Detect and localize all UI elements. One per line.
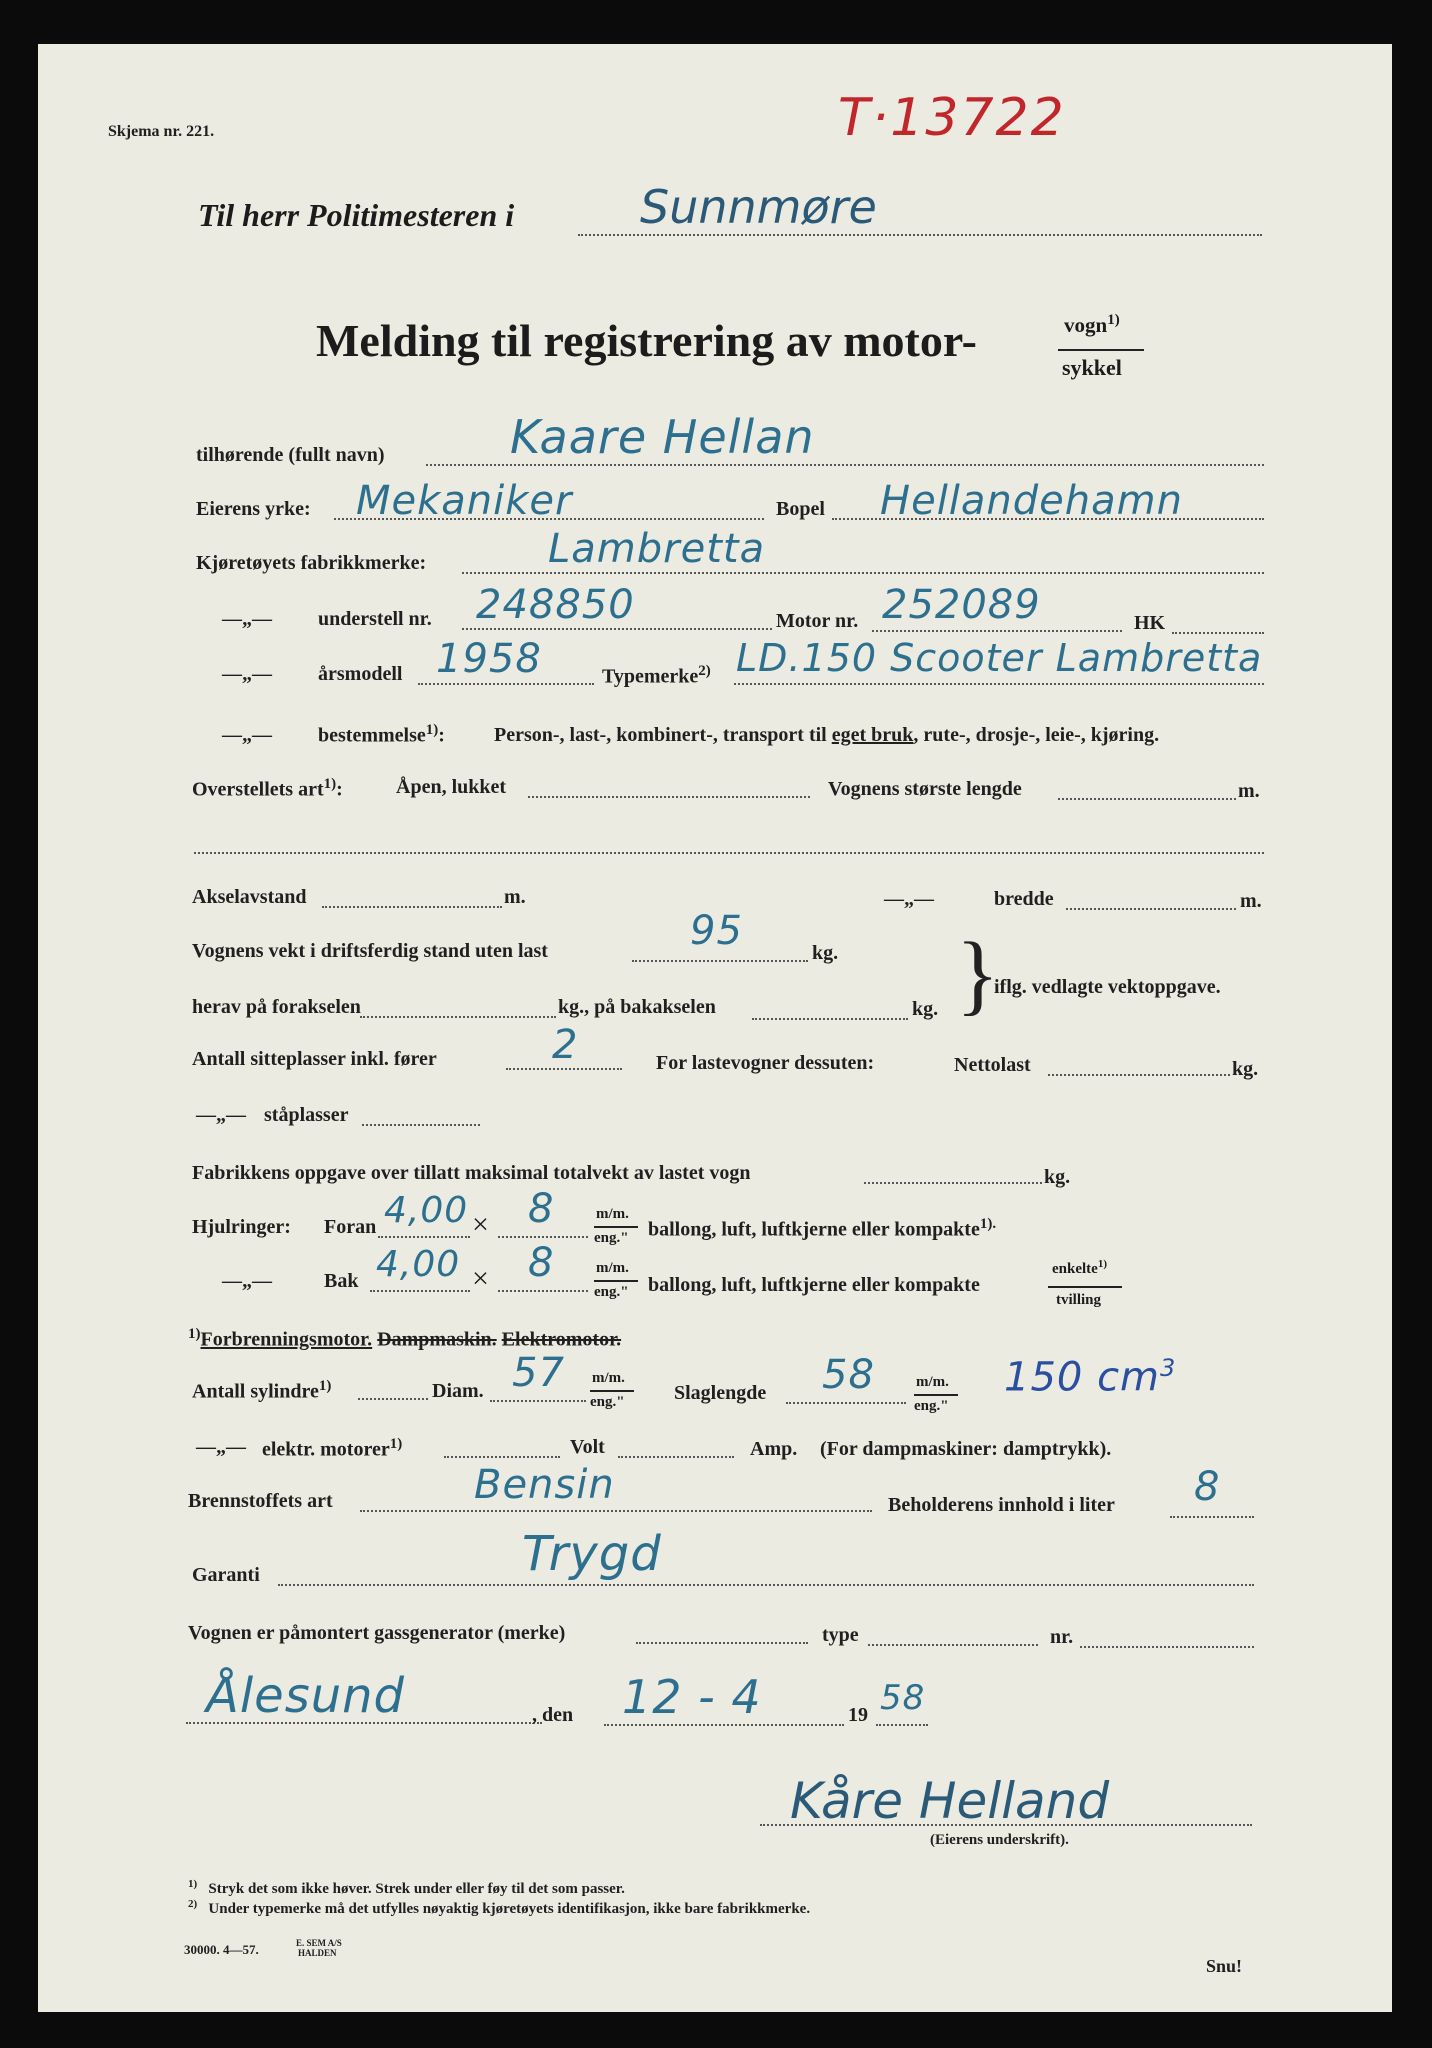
engine-types xyxy=(188,1326,621,1352)
standing-ditto: —„— xyxy=(196,1104,246,1126)
diam-unit-line xyxy=(590,1390,634,1392)
purpose-text-before: Person-, last-, kombinert-, transport til xyxy=(494,724,827,746)
year-suffix: 58 xyxy=(880,1678,926,1718)
stroke-unit-mm: m/m. xyxy=(916,1374,949,1390)
rear-tire-text: ballong, luft, luftkjerne eller kompakte xyxy=(648,1274,980,1296)
model-year-value: 1958 xyxy=(436,636,542,682)
model-year-field[interactable] xyxy=(418,683,594,685)
stamp-number: T·13722 xyxy=(838,88,1066,148)
addressee-value: Sunnmøre xyxy=(640,180,877,234)
elmotor-label xyxy=(262,1436,402,1462)
footnote-2 xyxy=(188,1898,810,1918)
gas-type-label: type xyxy=(822,1624,859,1646)
rear-single xyxy=(1052,1258,1107,1278)
rear-single-twin-line xyxy=(1048,1286,1122,1288)
date-field[interactable] xyxy=(604,1724,844,1726)
elmotor-field[interactable] xyxy=(444,1456,560,1458)
footnote-1-text: Stryk det som ikke høver. Strek under eller føy til det som passer. xyxy=(208,1881,625,1897)
diam-field[interactable] xyxy=(490,1400,586,1402)
printer-city: HALDEN xyxy=(298,1948,337,1958)
wheels-front-label: Foran xyxy=(324,1216,377,1238)
purpose-ditto: —„— xyxy=(222,724,272,746)
diam-unit-eng: eng." xyxy=(590,1394,625,1410)
chassis-field[interactable] xyxy=(462,628,772,630)
netload-field[interactable] xyxy=(1048,1074,1230,1076)
engine-steam: Dampmaskin. xyxy=(377,1328,497,1351)
netload-label: Nettolast xyxy=(954,1054,1031,1076)
signature-label: (Eierens underskrift). xyxy=(930,1832,1069,1848)
amp-label: Amp. xyxy=(750,1438,798,1460)
front-axle-field[interactable] xyxy=(360,1016,556,1018)
cyl-label-sup: 1) xyxy=(318,1378,332,1394)
diam-unit-mm: m/m. xyxy=(592,1370,625,1386)
weight-field[interactable] xyxy=(632,960,808,962)
purpose-text-after: , rute-, drosje-, leie-, kjøring. xyxy=(913,724,1160,746)
tank-value: 8 xyxy=(1194,1464,1221,1510)
date-value: 12 - 4 xyxy=(622,1670,762,1724)
type-value: LD.150 Scooter Lambretta xyxy=(736,636,1263,680)
form-title: Melding til registrering av motor- xyxy=(316,315,977,366)
rear-unit-line xyxy=(594,1280,638,1282)
rear-axle-field[interactable] xyxy=(752,1018,908,1020)
body-label-sup: 1) xyxy=(323,776,337,792)
place-value: Ålesund xyxy=(206,1668,406,1724)
diam-label: Diam. xyxy=(432,1380,484,1402)
wheels-rear-label: Bak xyxy=(324,1270,359,1292)
front-times: × xyxy=(472,1208,489,1241)
title-vogn-text: vogn xyxy=(1064,313,1108,337)
body-extra-line[interactable] xyxy=(194,852,1264,854)
front-rim-value: 8 xyxy=(528,1186,555,1232)
fuel-value: Bensin xyxy=(474,1462,615,1508)
type-label xyxy=(602,663,711,689)
axle-unit: m. xyxy=(504,886,526,908)
make-label: Kjøretøyets fabrikkmerke: xyxy=(196,552,427,574)
weight-label: Vognens vekt i driftsferdig stand uten last xyxy=(192,940,548,962)
weight-unit: kg. xyxy=(812,942,839,964)
footnote-2-mark: 2) xyxy=(188,1898,198,1910)
length-field[interactable] xyxy=(1058,798,1236,800)
gas-nr-field[interactable] xyxy=(1080,1646,1254,1648)
motor-label: Motor nr. xyxy=(776,610,859,632)
stroke-field[interactable] xyxy=(786,1402,906,1404)
type-label-text: Typemerke xyxy=(602,665,699,688)
occupation-value: Mekaniker xyxy=(356,478,573,524)
type-label-sup: 2) xyxy=(698,663,711,679)
width-label: bredde xyxy=(994,888,1054,910)
schema-number: Skjema nr. 221. xyxy=(108,123,215,140)
rear-size-field[interactable] xyxy=(370,1290,470,1292)
occupation-label: Eierens yrke: xyxy=(196,498,311,520)
title-option-sykkel: sykkel xyxy=(1062,355,1122,380)
date-den: , den xyxy=(532,1704,574,1726)
stroke-label: Slaglengde xyxy=(674,1382,767,1404)
rear-times: × xyxy=(472,1262,489,1295)
make-value: Lambretta xyxy=(548,526,766,572)
front-unit-line xyxy=(594,1226,638,1228)
cargo-label: For lastevogner dessuten: xyxy=(656,1052,875,1074)
netload-unit: kg. xyxy=(1232,1058,1259,1080)
rear-rim-value: 8 xyxy=(528,1240,555,1286)
front-size-value: 4,00 xyxy=(384,1190,469,1231)
engine-combustion: Forbrenningsmotor. xyxy=(200,1328,373,1351)
purpose-label-sup: 1) xyxy=(425,722,439,738)
body-label: Overstellets art$^{1)}$: xyxy=(192,776,343,801)
body-field[interactable] xyxy=(528,796,810,798)
owner-label: tilhørende (fullt navn) xyxy=(196,444,385,466)
footnote-1 xyxy=(188,1878,625,1898)
title-option-vogn xyxy=(1064,312,1120,338)
purpose-label: bestemmelse$^{1)}$: xyxy=(318,722,445,747)
year-prefix: 19 xyxy=(848,1704,868,1726)
maxweight-label: Fabrikkens oppgave over tillatt maksimal totalvekt av lastet vogn xyxy=(192,1162,751,1184)
cyl-label-text: Antall sylindre xyxy=(192,1380,319,1403)
motor-value: 252089 xyxy=(882,582,1041,628)
model-year-ditto: —„— xyxy=(222,663,272,685)
gas-field[interactable] xyxy=(636,1642,808,1644)
hk-field[interactable] xyxy=(1172,632,1264,634)
length-unit: m. xyxy=(1238,780,1260,802)
seats-label: Antall sitteplasser inkl. fører xyxy=(192,1048,437,1070)
rear-axle-label: kg., på bakakselen xyxy=(558,996,716,1018)
make-field[interactable] xyxy=(462,572,1264,574)
elmotor-ditto: —„— xyxy=(196,1436,246,1458)
addressee-label: Til herr Politimesteren i xyxy=(198,197,515,233)
volume-value-text: 150 cm xyxy=(1004,1354,1161,1401)
owner-value: Kaare Hellan xyxy=(510,410,815,464)
gas-nr-label: nr. xyxy=(1050,1626,1074,1648)
rear-single-text: enkelte xyxy=(1052,1261,1098,1277)
front-size-field[interactable] xyxy=(378,1236,470,1238)
axle-field[interactable] xyxy=(322,906,502,908)
rear-rim-field[interactable] xyxy=(498,1290,588,1292)
seats-value: 2 xyxy=(552,1022,579,1068)
volume-value xyxy=(1004,1354,1176,1400)
wheels-rear-ditto: —„— xyxy=(222,1270,272,1292)
chassis-label: understell nr. xyxy=(318,608,432,630)
guarantee-label: Garanti xyxy=(192,1564,260,1586)
elmotor-label-sup: 1) xyxy=(389,1436,403,1452)
front-unit-eng: eng." xyxy=(594,1230,629,1246)
steam-note: (For dampmaskiner: damptrykk). xyxy=(820,1438,1112,1460)
diam-value: 57 xyxy=(512,1350,565,1396)
owner-signature: Kåre Helland xyxy=(790,1772,1110,1830)
cyl-label xyxy=(192,1378,331,1404)
weight-brace: } xyxy=(956,925,1000,1024)
chassis-value: 248850 xyxy=(476,582,635,628)
year-field[interactable] xyxy=(876,1724,928,1726)
stroke-unit-eng: eng." xyxy=(914,1398,949,1414)
front-unit-mm: m/m. xyxy=(596,1206,629,1222)
rear-size-value: 4,00 xyxy=(376,1244,461,1285)
tank-field[interactable] xyxy=(1170,1516,1254,1518)
gas-type-field[interactable] xyxy=(868,1644,1038,1646)
front-axle-label: herav på forakselen xyxy=(192,996,361,1018)
guarantee-value: Trygd xyxy=(522,1526,662,1582)
width-field[interactable] xyxy=(1066,908,1236,910)
tank-label: Beholderens innhold i liter xyxy=(888,1494,1115,1516)
rear-unit-mm: m/m. xyxy=(596,1260,629,1276)
stroke-unit-line xyxy=(914,1394,958,1396)
engine-electric: Elektromotor. xyxy=(501,1328,622,1351)
owner-field[interactable] xyxy=(426,464,1264,466)
residence-label: Bopel xyxy=(776,498,825,520)
standing-field[interactable] xyxy=(362,1124,480,1126)
title-vogn-sup: 1) xyxy=(1107,312,1120,328)
chassis-ditto: —„— xyxy=(222,608,272,630)
print-code: 30000. 4—57. xyxy=(184,1942,259,1957)
wheels-label: Hjulringer: xyxy=(192,1216,291,1238)
footnote-2-text: Under typemerke må det utfylles nøyaktig kjøretøyets identifikasjon, ikke bare fabrikkmerke. xyxy=(208,1901,811,1917)
width-unit: m. xyxy=(1240,890,1262,912)
engine-sup: 1) xyxy=(188,1326,201,1342)
fuel-label: Brennstoffets art xyxy=(188,1490,333,1512)
printer-name: E. SEM A/S xyxy=(296,1938,342,1948)
body-label-text: Overstellets art xyxy=(192,778,324,801)
fuel-field[interactable] xyxy=(360,1510,872,1512)
axle-label: Akselavstand xyxy=(192,886,307,908)
guarantee-field[interactable] xyxy=(278,1584,1254,1586)
body-options: Åpen, lukket xyxy=(396,776,507,798)
purpose-label-text: bestemmelse xyxy=(318,724,426,747)
maxweight-unit: kg. xyxy=(1044,1166,1071,1188)
front-tire-text-main: ballong, luft, luftkjerne eller kompakte xyxy=(648,1218,980,1241)
elmotor-label-text: elektr. motorer xyxy=(262,1438,390,1461)
standing-label: ståplasser xyxy=(264,1104,349,1126)
type-field[interactable] xyxy=(734,683,1264,685)
residence-value: Hellandehamn xyxy=(880,478,1183,524)
seats-field[interactable] xyxy=(506,1068,622,1070)
addressee-line xyxy=(578,234,1262,236)
stroke-value: 58 xyxy=(822,1352,875,1398)
weight-value: 95 xyxy=(690,908,743,954)
width-ditto: —„— xyxy=(884,888,934,910)
footnote-1-mark: 1) xyxy=(188,1878,198,1890)
rear-axle-unit: kg. xyxy=(912,998,939,1020)
front-rim-field[interactable] xyxy=(498,1236,588,1238)
turn-over: Snu! xyxy=(1206,1956,1243,1976)
front-tire-sup: 1). xyxy=(979,1216,997,1232)
volt-field[interactable] xyxy=(618,1456,734,1458)
front-tire-text xyxy=(648,1216,996,1242)
rear-single-sup: 1) xyxy=(1097,1258,1107,1270)
weight-note: iflg. vedlagte vektoppgave. xyxy=(994,976,1221,998)
rear-unit-eng: eng." xyxy=(594,1284,629,1300)
cyl-field[interactable] xyxy=(358,1398,428,1400)
length-label: Vognens største lengde xyxy=(828,778,1022,800)
hk-label: HK xyxy=(1134,612,1166,634)
signature-line[interactable] xyxy=(760,1824,1252,1826)
volume-value-sup: 3 xyxy=(1160,1354,1177,1382)
motor-field[interactable] xyxy=(872,630,1122,632)
volt-label: Volt xyxy=(570,1436,605,1458)
title-fraction-line xyxy=(1058,349,1144,351)
rear-twin: tvilling xyxy=(1056,1292,1102,1308)
maxweight-field[interactable] xyxy=(864,1182,1042,1184)
purpose-options xyxy=(494,724,1159,747)
model-year-label: årsmodell xyxy=(318,663,403,685)
purpose-selected: eget bruk xyxy=(831,724,914,746)
gas-label: Vognen er påmontert gassgenerator (merke) xyxy=(188,1622,566,1644)
